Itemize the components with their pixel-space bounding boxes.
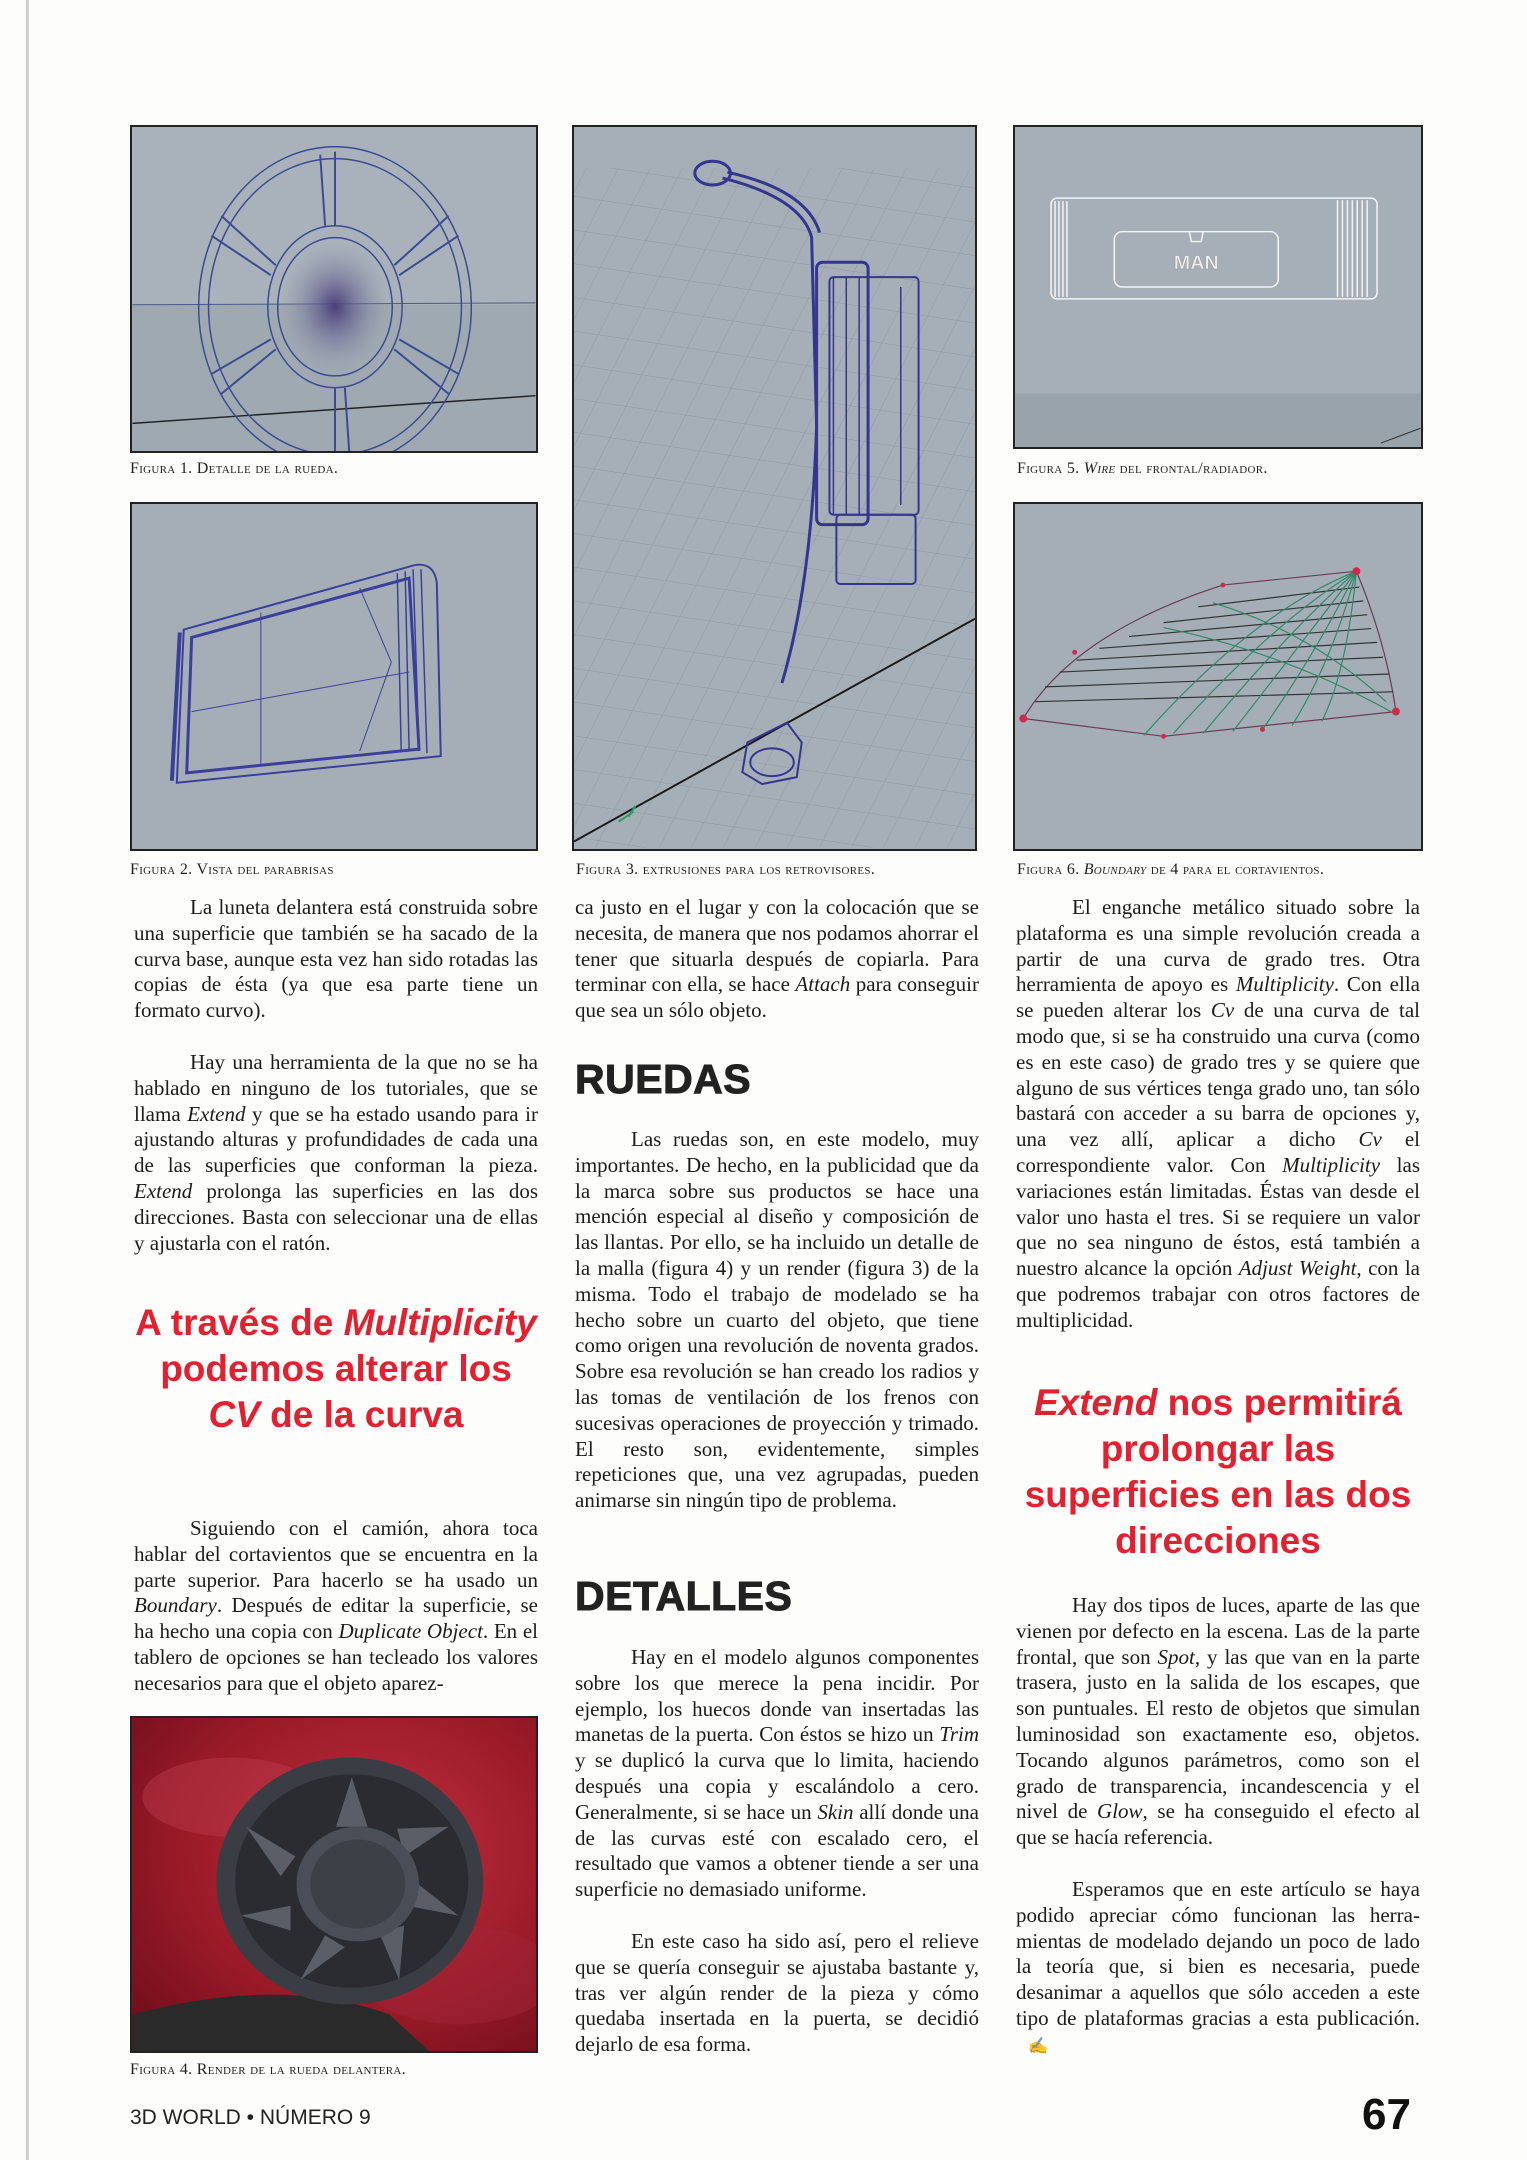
man-logo: MAN [1173,252,1219,275]
text-run: el correspondiente valor. Con [1016,1127,1420,1177]
publication-footer: 3D WORLD • NÚMERO 9 [130,2106,371,2129]
italic-term: Attach [795,972,851,997]
text-run: Figura 1. Detalle de la rueda. [130,460,339,477]
text-run: Hay en el modelo algunos componentes sobre los que merece la pena incidir. Por ejemplo, los huecos donde van insertadas las manetas de la puerta. Con éstos se hizo un [575,1645,979,1747]
text-run: allí donde una de las curvas esté con escalado cero, el resultado que vamos a obtener tiende a ser una superficie no demasiado uniforme. [575,1799,980,1902]
figure-4-caption [130,2061,406,2079]
paragraph [134,1516,538,1697]
figure-1-caption [130,460,338,478]
text-run: Figura 4. Render de la rueda delantera. [130,2061,406,2078]
italic-term: Duplicate Object [338,1619,483,1644]
figure-5-caption [1017,460,1268,478]
paragraph [134,1050,538,1256]
text-run: nos permitirá prolongar las superficies en las dos direcciones [1024,1382,1412,1561]
text-run: de la curva [259,1394,464,1435]
text-run: podemos alterar los [160,1348,512,1389]
figure-1-wheel-detail [130,125,538,453]
text-run: para conseguir que sea un sólo objeto. [575,972,980,1023]
text-run: de 4 para el cortavientos. [1146,861,1325,878]
text-run: . Después de editar la superficie, se ha hecho una copia con [134,1593,538,1644]
paragraph [1016,1877,1420,2060]
wheel-wireframe-image [132,127,536,451]
pen-signature-icon: ✍ [1028,2037,1048,2055]
text-run: y que se ha estado usando para ir ajustando alturas y profundidades de cada una de las superficies que conforman la pieza. [134,1101,538,1178]
paragraph [575,1645,979,1903]
paragraph [575,1127,979,1514]
italic-term: Cv [1210,998,1235,1023]
italic-term: CV [208,1394,260,1435]
text-run: Figura 5. [1017,460,1084,477]
page-number: 67 [1362,2090,1411,2139]
pullquote-extend [1016,1380,1420,1564]
figure-6-caption [1017,861,1324,879]
detalles-body [575,1645,979,2058]
text-run: , se ha conseguido el efecto al que se hacía referencia. [1016,1799,1420,1850]
page-binding-shadow [26,0,29,2160]
windshield-wireframe-image [132,504,536,849]
text-run: prolonga las superficies en las dos direcciones. Basta con seleccionar una de ellas y ajustarla con el ratón. [134,1178,538,1255]
text-run: Figura 3. extrusiones para los retrovisores. [576,861,876,878]
paragraph-text [1016,1877,1420,2030]
text-run: de una curva de tal modo que, si se ha construido una curva (como es en este caso) de grado tres y se quiere que alguno de sus vértices tenga grado uno, tan sólo bastará con acceder a su barra de opciones y, una vez allí, aplicar a dicho [1016,998,1420,1152]
text-run: El enganche metálico situado sobre la plataforma es una simple revolución creada a partir de una curva de grado tres. Otra herramienta de apoyo es [1016,895,1420,997]
italic-term: Trim [939,1722,979,1747]
figure-4-front-wheel-render [130,1716,538,2053]
ruedas-body [575,1127,979,1514]
column-1-body [134,895,538,1256]
paragraph [1016,1593,1420,1851]
italic-term: Skin [817,1799,854,1824]
text-run: Esperamos que en este artículo se haya podido apreciar cómo funcionan las herramientas de modelado dejando un poco de lado la teoría que, si bien es necesaria, puede desanimar a aquellos que sólo acceden a este tipo de plataformas gracias a esta publicación. [1016,1876,1420,2030]
text-run: La luneta delantera está construida sobre una superficie que también se ha sacado de la curva base, aunque esta vez han sido rotadas las copias de ésta (ya que esa parte tiene un formato curvo). [134,895,538,1023]
mirror-wireframe-image [574,127,975,849]
text-run: . Con ella se pueden alterar los [1016,972,1420,1023]
paragraph [1016,895,1420,1334]
figure-5-radiator-wire [1013,125,1423,449]
column-3-body [1016,895,1420,1334]
column-3-body-continued [1016,1593,1420,2060]
text-run: Figura 2. Vista del parabrisas [130,861,334,878]
paragraph [575,895,979,1024]
text-run: y se duplicó la curva que lo limita, haciendo después una copia y escalándolo a cero. Generalmente, si se hace un [575,1748,979,1824]
column-2-body [575,895,979,1024]
text-run: , y las que van en la parte trasera, justo en la salida de los escapes, que son puntuales. El resto de objetos que simulan luminosidad son exactamente eso, objetos. Tocando algunos parámetros, como son el grado de transparencia, incandescencia y el nivel de [1016,1644,1420,1824]
text-run: Hay una herramienta de la que no se ha hablado en ninguno de los tutoriales, que se llama [134,1049,538,1126]
italic-term: Boundary [1083,861,1147,878]
figure-2-caption [130,861,334,879]
italic-term: Spot [1157,1644,1195,1669]
text-run: Siguiendo con el camión, ahora toca hablar del cortavientos que se encuentra en la parte superior. Para hacerlo se ha usado un [134,1516,538,1592]
radiator-wireframe-image [1015,127,1421,447]
paragraph [134,895,538,1024]
italic-term: Extend [187,1101,246,1126]
section-heading-ruedas: RUEDAS [575,1056,752,1102]
windbreak-wireframe-image [1015,504,1421,849]
italic-term: Boundary [134,1593,217,1618]
text-run: las variaciones están limitadas. Éstas van desde el valor uno hasta el tres. Si se requiere un valor que no sea ninguno de éstos, está también a nuestro alcance la opción [1016,1152,1421,1281]
italic-term: Multiplicity [343,1302,537,1343]
figure-3-caption [576,861,875,879]
text-run: Figura 6. [1017,861,1084,878]
pullquote-multiplicity [134,1300,538,1438]
text-run: A través de [135,1302,344,1343]
column-1-body-continued [134,1516,538,1697]
italic-term: Multiplicity [1235,972,1334,997]
text-run: del frontal/radiador. [1115,460,1268,477]
figure-6-windbreak-boundary [1013,502,1423,851]
italic-term: Wire [1083,460,1116,477]
text-run: Hay dos tipos de luces, aparte de las que vienen por defecto en la escena. Las de la parte frontal, que son [1016,1593,1420,1669]
paragraph [575,1929,979,2058]
section-heading-detalles: DETALLES [575,1573,793,1619]
italic-term: Extend [134,1178,193,1203]
wheel-render-image [132,1718,536,2051]
text-run: . En el tablero de opciones se han tecleado los valores necesarios para que el objeto aparez- [134,1619,538,1695]
italic-term: Adjust Weight [1238,1256,1357,1281]
figure-3-mirror-extrusions [572,125,977,851]
italic-term: Glow [1097,1799,1143,1824]
text-run: ca justo en el lugar y con la colocación que se necesita, de manera que nos podamos ahorrar el tener que situarla después de copiarla. Para terminar con ella, se hace [575,895,979,997]
italic-term: Extend [1033,1382,1158,1423]
figure-2-windshield-view [130,502,538,851]
text-run: , con la que podremos trabajar con otros factores de multiplicidad. [1016,1256,1420,1332]
italic-term: Multiplicity [1282,1152,1381,1177]
italic-term: Cv [1358,1127,1382,1152]
text-run: En este caso ha sido así, pero el relieve que se quería conseguir se ajustaba bastante y, tras ver algún render de la pieza y cómo quedaba insertada en la puerta, se decidió dejarlo de esa forma. [575,1928,979,2057]
text-run: Las ruedas son, en este modelo, muy importantes. De hecho, en la publicidad que da la marca sobre sus productos se hace una mención especial al diseño y composición de las llantas. Por ello, se ha incluido un detalle de la malla (figura 4) y un render (figura 3) de la misma. Todo el trabajo de modelado se ha hecho sobre un cuarto del objeto, que tiene como origen una revolución de noventa grados. Sobre esa revolución se han creado los radios y las tomas de ventilación de los frenos con sucesivas operaciones de proyección y trimado. El resto son, evidentemente, simples repeticiones que, una vez agrupadas, pueden animarse sin ningún tipo de problema. [575,1127,979,1513]
